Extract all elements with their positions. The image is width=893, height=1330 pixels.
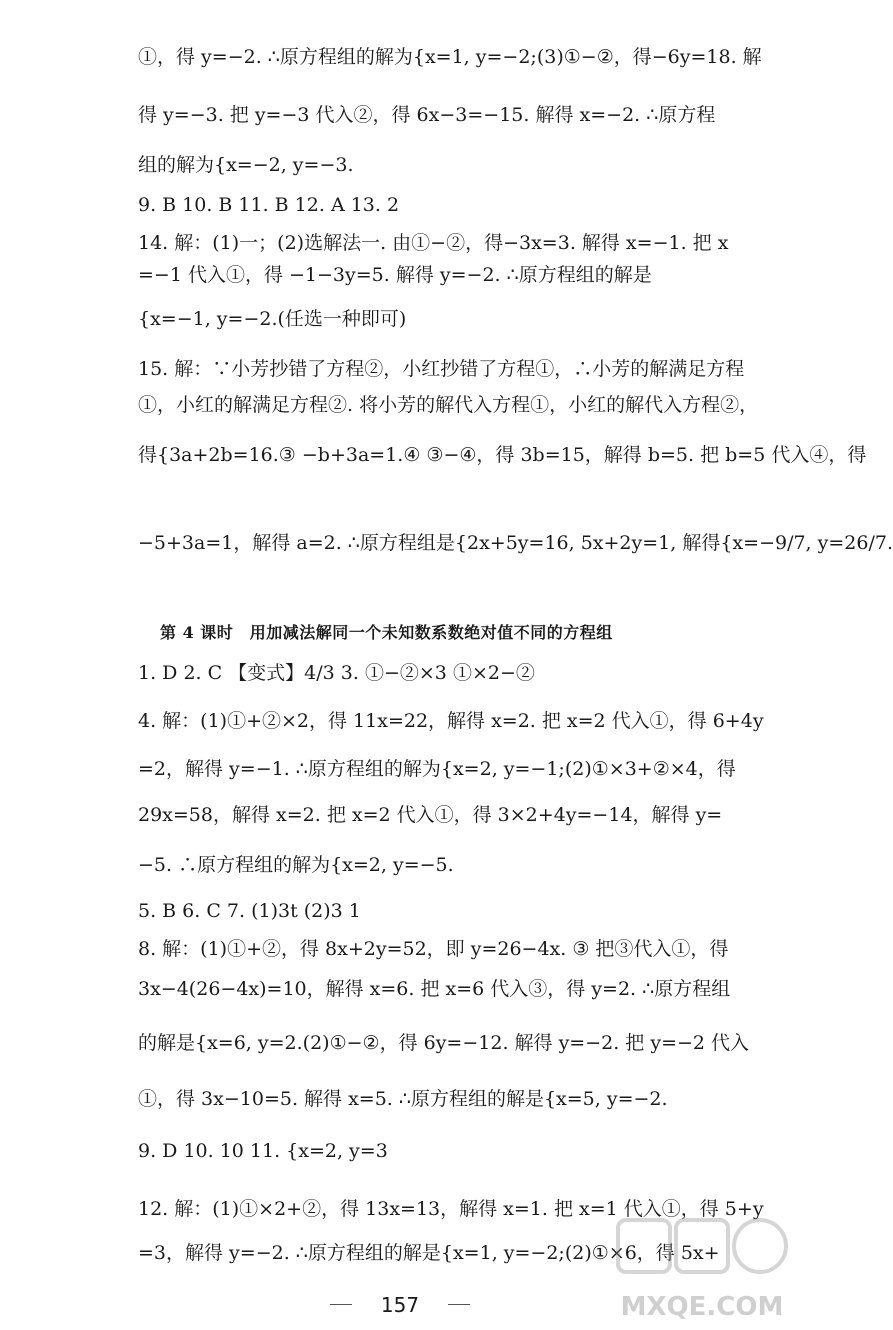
text-line: 9. B 10. B 11. B 12. A 13. 2 [138, 194, 400, 216]
text-line: {x=−1, y=−2.(任选一种即可) [138, 308, 407, 330]
text-line: −5. ∴原方程组的解为{x=2, y=−5. [138, 854, 454, 876]
watermark-icon [612, 1212, 792, 1292]
text-line: 得 y=−3. 把 y=−3 代入②，得 6x−3=−15. 解得 x=−2. ∴原方程 [138, 104, 716, 126]
text-line: 29x=58，解得 x=2. 把 x=2 代入①，得 3×2+4y=−14，解得 y= [138, 804, 723, 826]
text-line: =3，解得 y=−2. ∴原方程组的解是{x=1, y=−2;(2)①×6，得 5x+ [138, 1242, 720, 1264]
text-line: 14. 解：(1)一；(2)选解法一. 由①−②，得−3x=3. 解得 x=−1. 把 x [138, 232, 729, 254]
text-line: 9. D 10. 10 11. {x=2, y=3 [138, 1140, 388, 1162]
text-line: 15. 解：∵小芳抄错了方程②，小红抄错了方程①，∴小芳的解满足方程 [138, 358, 745, 380]
text-line: 1. D 2. C 【变式】4/3 3. ①−②×3 ①×2−② [138, 662, 535, 684]
text-line: 3x−4(26−4x)=10，解得 x=6. 把 x=6 代入③，得 y=2. ∴原方程组 [138, 978, 731, 1000]
text-line: 组的解为{x=−2, y=−3. [138, 154, 354, 176]
text-line: 8. 解：(1)①+②，得 8x+2y=52，即 y=26−4x. ③ 把③代入①，得 [138, 938, 729, 960]
text-line: =−1 代入①，得 −1−3y=5. 解得 y=−2. ∴原方程组的解是 [138, 264, 652, 286]
text-line: −5+3a=1，解得 a=2. ∴原方程组是{2x+5y=16, 5x+2y=1, 解得{x=−9/7, y=26/7. [138, 532, 893, 554]
text-line: 的解是{x=6, y=2.(2)①−②，得 6y=−12. 解得 y=−2. 把 y=−2 代入 [138, 1032, 750, 1054]
text-line: =2，解得 y=−1. ∴原方程组的解为{x=2, y=−1;(2)①×3+②×4，得 [138, 758, 736, 780]
text-line: 得{3a+2b=16.③ −b+3a=1.④ ③−④，得 3b=15，解得 b=5. 把 b=5 代入④，得 [138, 444, 867, 466]
text-line: 12. 解：(1)①×2+②，得 13x=13，解得 x=1. 把 x=1 代入①，得 5+y [138, 1198, 764, 1220]
footer-rule-right [448, 1304, 470, 1305]
footer-rule-left [330, 1304, 352, 1305]
text-line: 4. 解：(1)①+②×2，得 11x=22，解得 x=2. 把 x=2 代入①，得 6+4y [138, 710, 764, 732]
page-number: 157 [380, 1293, 420, 1317]
section-title: 第 4 课时 用加减法解同一个未知数系数绝对值不同的方程组 [160, 623, 613, 642]
text-line: ①，得 y=−2. ∴原方程组的解为{x=1, y=−2;(3)①−②，得−6y=18. 解 [138, 46, 762, 68]
text-line: 5. B 6. C 7. (1)3t (2)3 1 [138, 900, 361, 922]
watermark-logo [612, 1212, 792, 1322]
text-line: ①，得 3x−10=5. 解得 x=5. ∴原方程组的解是{x=5, y=−2. [138, 1088, 668, 1110]
watermark-text: MXQE.COM [620, 1292, 784, 1322]
text-line: ①，小红的解满足方程②. 将小芳的解代入方程①，小红的解代入方程②， [138, 394, 759, 416]
